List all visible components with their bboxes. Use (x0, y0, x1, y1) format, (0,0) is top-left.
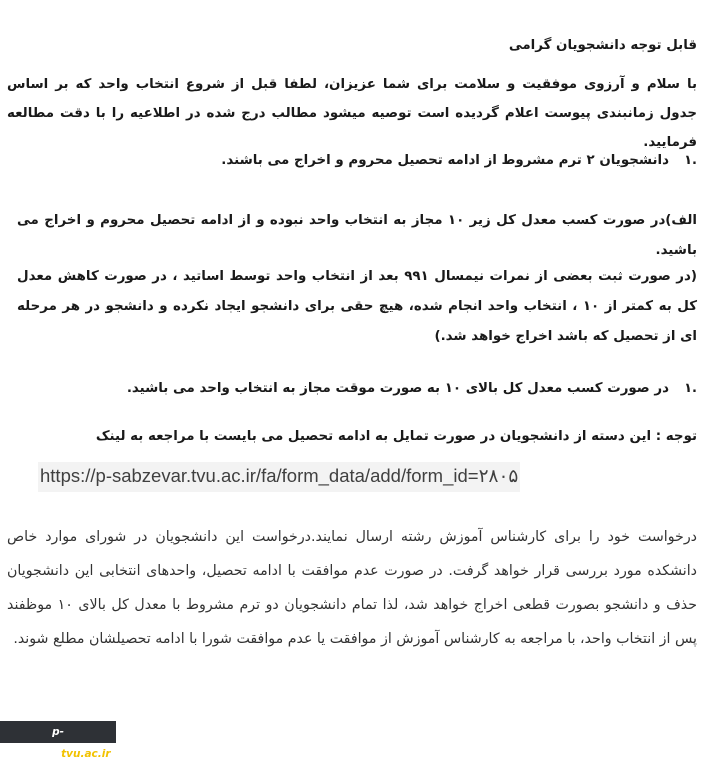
item-text: در صورت کسب معدل کل بالای ۱۰ به صورت موقت مجاز به انتخاب واحد می باشید. (126, 381, 669, 396)
item-number: .۱ (684, 153, 697, 168)
salutation: قابل توجه دانشجویان گرامی (508, 38, 697, 53)
clause-b: (در صورت ثبت بعضی از نمرات نیمسال ۹۹۱ بعد از انتخاب واحد توسط اساتید ، در صورت کاهش معدل کل به کمتر از ۱۰ ، انتخاب واحد انجام شده، هیچ حقی برای دانشجو ایجاد نکرده و دانشجو در هر مرحله ای از تحصیل که باشد اخراج خواهد شد.) (17, 269, 697, 344)
watermark-prefix: p-sabzevar. (5, 726, 64, 760)
watermark-suffix: tvu.ac.ir (61, 748, 111, 760)
intro-paragraph: با سلام و آرزوی موفقیت و سلامت برای شما عزیزان، لطفا قبل از شروع انتخاب واحد که بر اساس جدول زمانبندی پیوست اعلام گردیده است توصیه میشود مطالب درج شده در اطلاعیه را با دقت مطالعه فرمایید. (7, 77, 697, 150)
item-number: .۱ (684, 381, 697, 396)
form-link[interactable]: https://p-sabzevar.tvu.ac.ir/fa/form_data/add/form_id=۲۸۰۵ (38, 462, 520, 492)
item-text: دانشجویان ۲ ترم مشروط از ادامه تحصیل محروم و اخراج می باشند. (221, 153, 669, 168)
note-text: توجه : این دسته از دانشجویان در صورت تمایل به ادامه تحصیل می بایست با مراجعه به لینک (95, 429, 697, 444)
site-watermark (0, 721, 116, 760)
clause-a: الف)در صورت کسب معدل کل زیر ۱۰ مجاز به انتخاب واحد نبوده و از ادامه تحصیل محروم و اخراج می باشید. (17, 213, 697, 258)
closing-paragraph: درخواست خود را برای کارشناس آموزش رشته ارسال نمایند.درخواست این دانشجویان در شورای موارد خاص دانشکده مورد بررسی قرار خواهد گرفت. در صورت عدم موافقت با ادامه تحصیل، واحدهای انتخابی این دانشجویان حذف و دانشجو بصورت قطعی اخراج خواهد شد، لذا تمام دانشجویان دو ترم مشروط با معدل کل بالای ۱۰ موظفند پس از انتخاب واحد، با مراجعه به کارشناس آموزش از موافقت یا عدم موافقت شورا با ادامه تحصیلشان مطلع شوند. (7, 529, 697, 647)
